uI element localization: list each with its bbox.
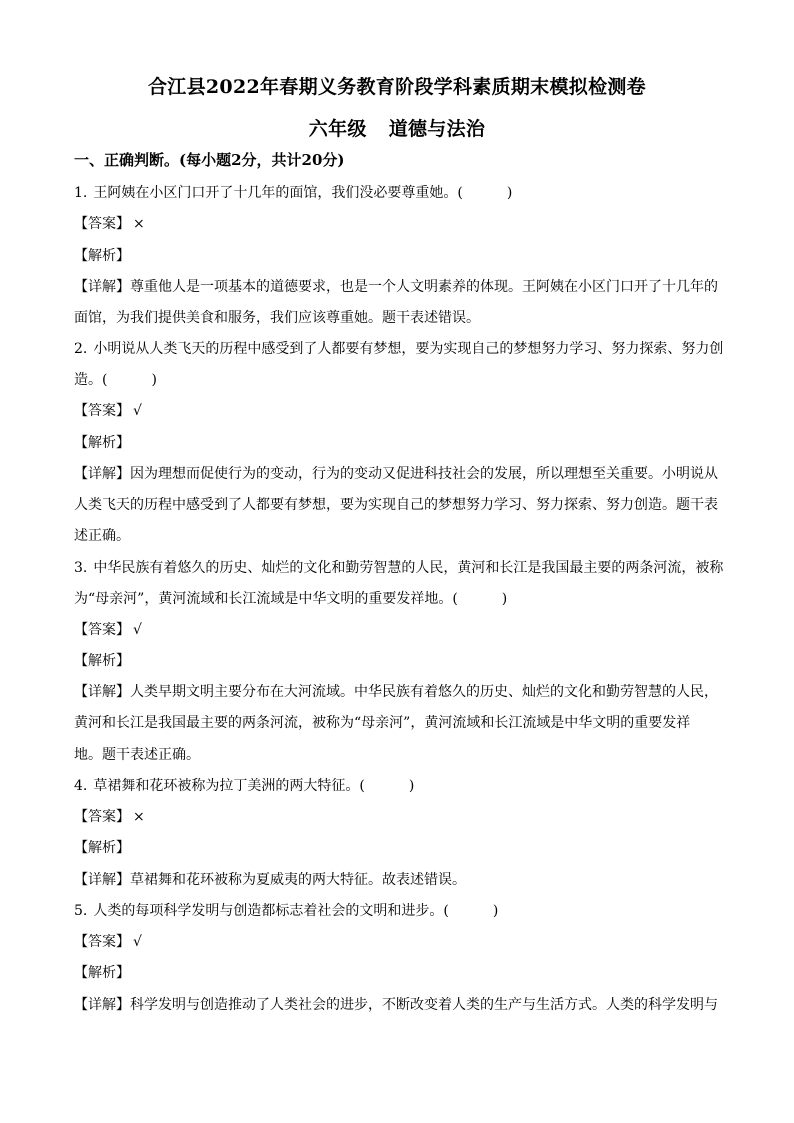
detail-label: 【详解】 bbox=[74, 684, 130, 700]
detail-text: 人类飞天的历程中感受到了人都要有梦想，要为实现自己的梦想努力学习、努力探索、努力创造。题干表 bbox=[74, 497, 718, 513]
detail-text: 因为理想而促使行为的变动，行为的变动又促进科技社会的发展，所以理想至关重要。小明说从 bbox=[130, 466, 718, 482]
detail-row bbox=[74, 463, 724, 483]
answer-label: 【答案】 bbox=[74, 622, 130, 638]
detail-text: 尊重他人是一项基本的道德要求，也是一个人文明素养的体现。王阿姨在小区门口开了十几年的 bbox=[130, 279, 718, 295]
analysis-label: 【解析】 bbox=[74, 840, 130, 856]
detail-label: 【详解】 bbox=[74, 279, 130, 295]
blank-close: ) bbox=[492, 903, 499, 919]
subject-label: 道德与法治 bbox=[388, 118, 486, 140]
answer-row bbox=[74, 806, 724, 826]
question-1 bbox=[74, 182, 724, 202]
question-5 bbox=[74, 900, 724, 920]
answer-value: √ bbox=[133, 403, 142, 419]
answer-row bbox=[74, 213, 724, 233]
question-text-cont bbox=[74, 369, 724, 389]
detail-text: 科学发明与创造推动了人类社会的进步，不断改变着人类的生产与生活方式。人类的科学发明与 bbox=[130, 997, 718, 1013]
analysis-label: 【解析】 bbox=[74, 435, 130, 451]
question-text: 小明说从人类飞天的历程中感受到了人都要有梦想，要为实现自己的梦想努力学习、努力探索、努力创 bbox=[93, 341, 724, 357]
question-number: 4. bbox=[74, 778, 88, 794]
detail-label: 【详解】 bbox=[74, 997, 130, 1013]
doc-subtitle bbox=[0, 114, 794, 141]
answer-label: 【答案】 bbox=[74, 809, 130, 825]
answer-label: 【答案】 bbox=[74, 934, 130, 950]
answer-value: √ bbox=[133, 934, 142, 950]
blank-close: ) bbox=[501, 591, 508, 607]
detail-text: 地。题干表述正确。 bbox=[74, 747, 200, 763]
question-number: 1. bbox=[74, 185, 88, 201]
analysis-label: 【解析】 bbox=[74, 965, 130, 981]
question-3 bbox=[74, 557, 724, 577]
detail-label: 【详解】 bbox=[74, 466, 130, 482]
answer-row bbox=[74, 400, 724, 420]
detail-row bbox=[74, 681, 724, 701]
answer-row bbox=[74, 619, 724, 639]
detail-row bbox=[74, 994, 724, 1014]
question-number: 2. bbox=[74, 341, 88, 357]
detail-text: 面馆，为我们提供美食和服务，我们应该尊重她。题干表述错误。 bbox=[74, 310, 480, 326]
question-text: 造。( bbox=[74, 372, 108, 388]
question-text-cont bbox=[74, 588, 724, 608]
detail-label: 【详解】 bbox=[74, 872, 130, 888]
blank-close: ) bbox=[151, 372, 157, 388]
analysis-label: 【解析】 bbox=[74, 653, 130, 669]
answer-value: × bbox=[133, 809, 145, 825]
question-text: 草裙舞和花环被称为拉丁美洲的两大特征。( bbox=[93, 778, 365, 794]
section-heading: 一、正确判断。(每小题2分，共计20分) bbox=[74, 151, 345, 169]
answer-label: 【答案】 bbox=[74, 216, 130, 232]
analysis-label: 【解析】 bbox=[74, 248, 130, 264]
question-text: 为“母亲河”，黄河流域和长江流域是中华文明的重要发祥地。( bbox=[74, 591, 458, 607]
blank-close: ) bbox=[408, 778, 415, 794]
detail-text: 人类早期文明主要分布在大河流域。中华民族有着悠久的历史、灿烂的文化和勤劳智慧的人民， bbox=[130, 684, 718, 700]
question-text: 人类的每项科学发明与创造都标志着社会的文明和进步。( bbox=[93, 903, 449, 919]
detail-row bbox=[74, 276, 724, 296]
grade-label: 六年级 bbox=[308, 118, 367, 140]
doc-title: 合江县2022年春期义务教育阶段学科素质期末模拟检测卷 bbox=[148, 76, 646, 98]
answer-label: 【答案】 bbox=[74, 403, 130, 419]
question-number: 3. bbox=[74, 560, 88, 576]
blank-close: ) bbox=[506, 185, 513, 201]
detail-row bbox=[74, 869, 724, 889]
answer-value: √ bbox=[133, 622, 142, 638]
question-text: 王阿姨在小区门口开了十几年的面馆，我们没必要尊重她。( bbox=[93, 185, 463, 201]
answer-row bbox=[74, 931, 724, 951]
question-number: 5. bbox=[74, 903, 88, 919]
question-4 bbox=[74, 775, 724, 795]
question-text: 中华民族有着悠久的历史、灿烂的文化和勤劳智慧的人民，黄河和长江是我国最主要的两条河流，被称 bbox=[93, 560, 724, 576]
detail-text: 草裙舞和花环被称为夏威夷的两大特征。故表述错误。 bbox=[130, 872, 466, 888]
detail-text: 黄河和长江是我国最主要的两条河流，被称为“母亲河”，黄河流域和长江流域是中华文明的重要发祥 bbox=[74, 715, 691, 731]
answer-value: × bbox=[133, 216, 145, 232]
question-2 bbox=[74, 338, 724, 358]
detail-text: 述正确。 bbox=[74, 528, 130, 544]
